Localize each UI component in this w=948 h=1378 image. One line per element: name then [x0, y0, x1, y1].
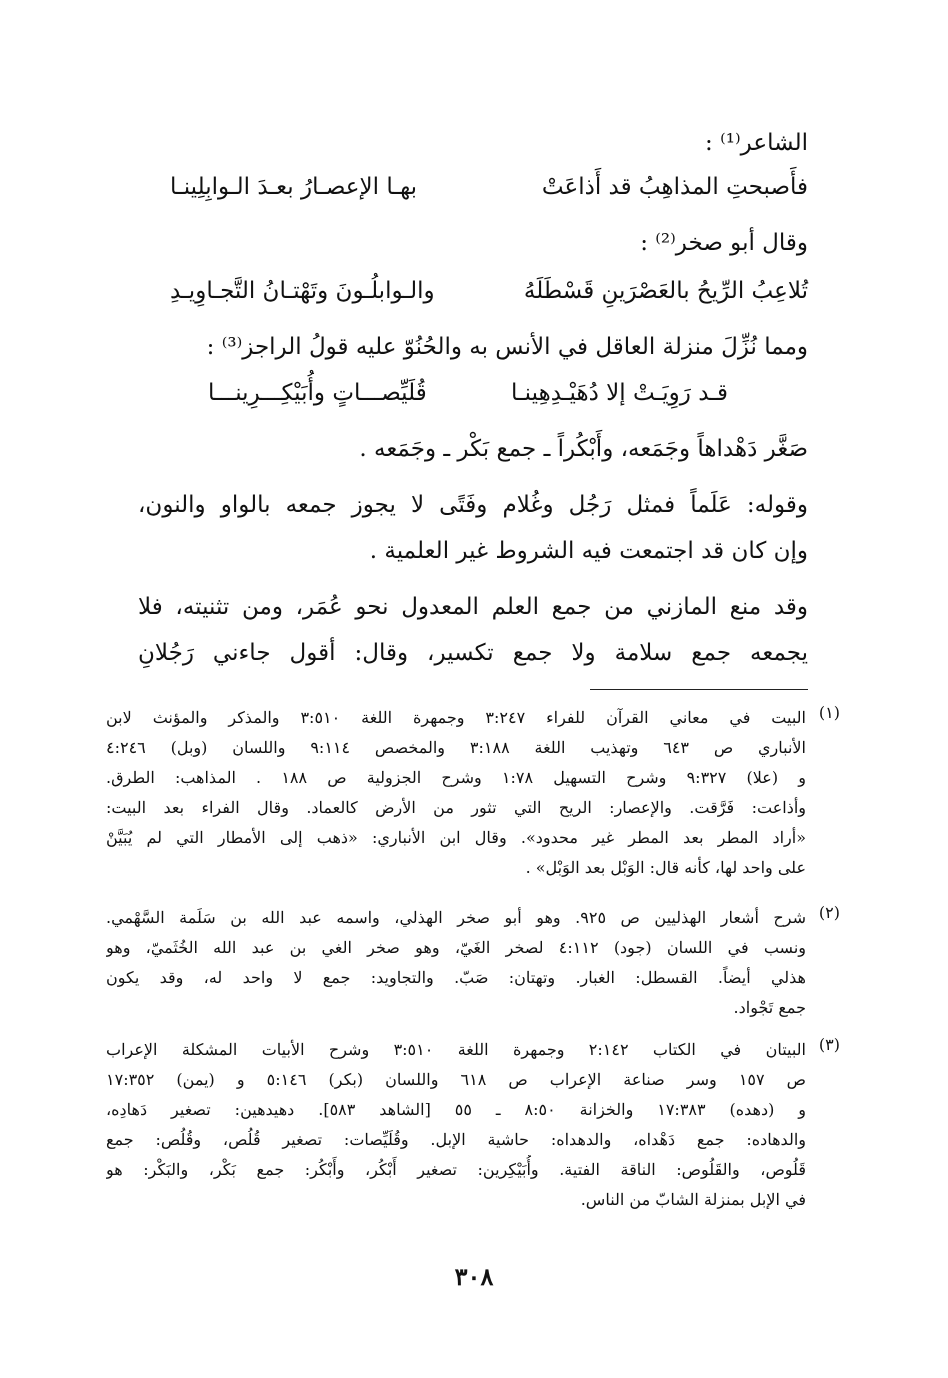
verse-hemistich-left: والـوابلُـونَ وتَهْتـانُ التَّجـاوِيـدِ [170, 278, 435, 304]
footnote-line: و (علا) ٩:٣٢٧ وشرح التسهيل ١:٧٨ وشرح الجزولية ص ١٨٨ . المذاهب: الطرق. [106, 768, 806, 787]
verse-hemistich-right: قـد رَوِيَـتْ إلا دُهَيْـدِهِينـا [510, 380, 728, 406]
footnote-line: «أراد المطر بعد المطر غير محدود». وقال ابن الأنباري: «ذهب إلى الأمطار التي لم يُبَيَّنْ [106, 828, 806, 847]
text-line: ومما نُزِّلَ منزلة العاقل في الأنس به والحُنُوّ عليه قولُ الراجز⁽³⁾ : [206, 334, 808, 360]
footnote-line: قَلُوص، والقَلُوص: الناقة الفتية. وأُبَيْكِرين: تصغير أَبْكُر، وأَبْكُر: جمع بَكْر، والبَكْر: هو [106, 1160, 806, 1179]
footnote-3 [106, 1035, 806, 1215]
footnote-line: شرح أشعار الهذليين ص ٩٢٥. وهو أبو صخر الهذلي، واسمه عبد الله بن سَلَمة السَّهْمي. [106, 908, 806, 927]
verse-hemistich-right: فأَصبحتِ المذاهِبُ قد أَذاعَتْ [541, 174, 808, 200]
footnote-line: البيتان في الكتاب ٢:١٤٢ وجمهرة اللغة ٣:٥١٠ وشرح الأبيات المشكلة الإعراب [106, 1040, 806, 1059]
footnote-2 [106, 903, 806, 1023]
footnote-1 [106, 703, 806, 883]
footnote-number: (١) [818, 703, 840, 722]
verse-hemistich-left: قُلَيِّصـــاتٍ وأُبَيْكِـــرِينـــا [208, 380, 427, 406]
footnote-line: وأذاعت: فَرَّقت. والإعصار: الريح التي تثور من الأرض كالعماد. وقال الفراء بعد البيت: [106, 798, 806, 817]
paragraph-line: وإن كان قد اجتمعت فيه الشروط غير العلمية . [369, 538, 808, 564]
footnote-line: والدهاده: جمع دَهْداه، والدهداه: حاشية الإبل. وقُلَيِّصات: تصغير قُلُص، وقُلُص: جمع [106, 1130, 806, 1149]
footnote-line: في الإبل بمنزلة الشابّ من الناس. [580, 1190, 806, 1209]
paragraph-line: وقد منع المازني من جمع العلم المعدول نحو عُمَر، ومن تثنيته، فلا [138, 594, 808, 620]
footnote-line: جمع تَجْواد. [733, 998, 806, 1017]
footnote-line: على واحد لها، كأنه قال: الوَبْل بعد الوَبْل» . [525, 858, 806, 877]
verse-hemistich-left: بهـا الإعصـارُ بعـدَ الـوابِلِينـا [170, 174, 418, 200]
paragraph-line: وقوله: عَلَماً فمثل رَجُل وغُلام وفَتًى لا يجوز جمعه بالواو والنون، [138, 492, 808, 518]
footnote-line: ونسب في اللسان (جود) ٤:١١٢ لصخر الغَيّ، وهو صخر الغي بن عبد الله الخُثَميّ، وهو [106, 938, 806, 957]
text-line: الشاعر⁽¹⁾ : [705, 130, 808, 156]
footnote-line: ص ١٥٧ وسر صناعة الإعراب ص ٦١٨ واللسان (بكر) ٥:١٤٦ و (يمن) ١٧:٣٥٢ [106, 1070, 806, 1089]
footnote-number: (٣) [818, 1035, 840, 1054]
footnote-line: هذلي أيضاً. القسطل: الغبار. وتهتان: صَبّ. والتجاويد: جمع لا واحد له، وقد يكون [106, 968, 806, 987]
text-line: وقال أبو صخر⁽²⁾ : [640, 230, 808, 256]
page-number: ٣٠٨ [454, 1262, 494, 1291]
footnote-line: و (دهده) ١٧:٣٨٣ والخزانة ٨:٥٠ ـ ٥٥ [الشاهد ٥٨٣]. دهيدهين: تصغير دَهادِه، [106, 1100, 806, 1119]
footnote-number: (٢) [818, 903, 840, 922]
footnote-line: الأنباري ص ٦٤٣ وتهذيب اللغة ٣:١٨٨ والمخصص ٩:١١٤ واللسان (وبل) ٤:٢٤٦ [106, 738, 806, 757]
text-line: صَغَّر دَهْداهاً وجَمَعه، وأَبْكُراً ـ جمع بَكْر ـ وجَمَعه . [359, 436, 808, 462]
verse-hemistich-right: تُلاعِبُ الرِّيحُ بالعَصْرَينِ قَسْطَلَهُ [523, 278, 808, 304]
paragraph-line: يجمعه جمع سلامة ولا جمع تكسير، وقال: أقول جاءني رَجُلانِ [138, 640, 808, 666]
footnote-separator [590, 689, 808, 690]
footnote-line: البيت في معاني القرآن للفراء ٣:٢٤٧ وجمهرة اللغة ٣:٥١٠ والمذكر والمؤنث لابن [106, 708, 806, 727]
